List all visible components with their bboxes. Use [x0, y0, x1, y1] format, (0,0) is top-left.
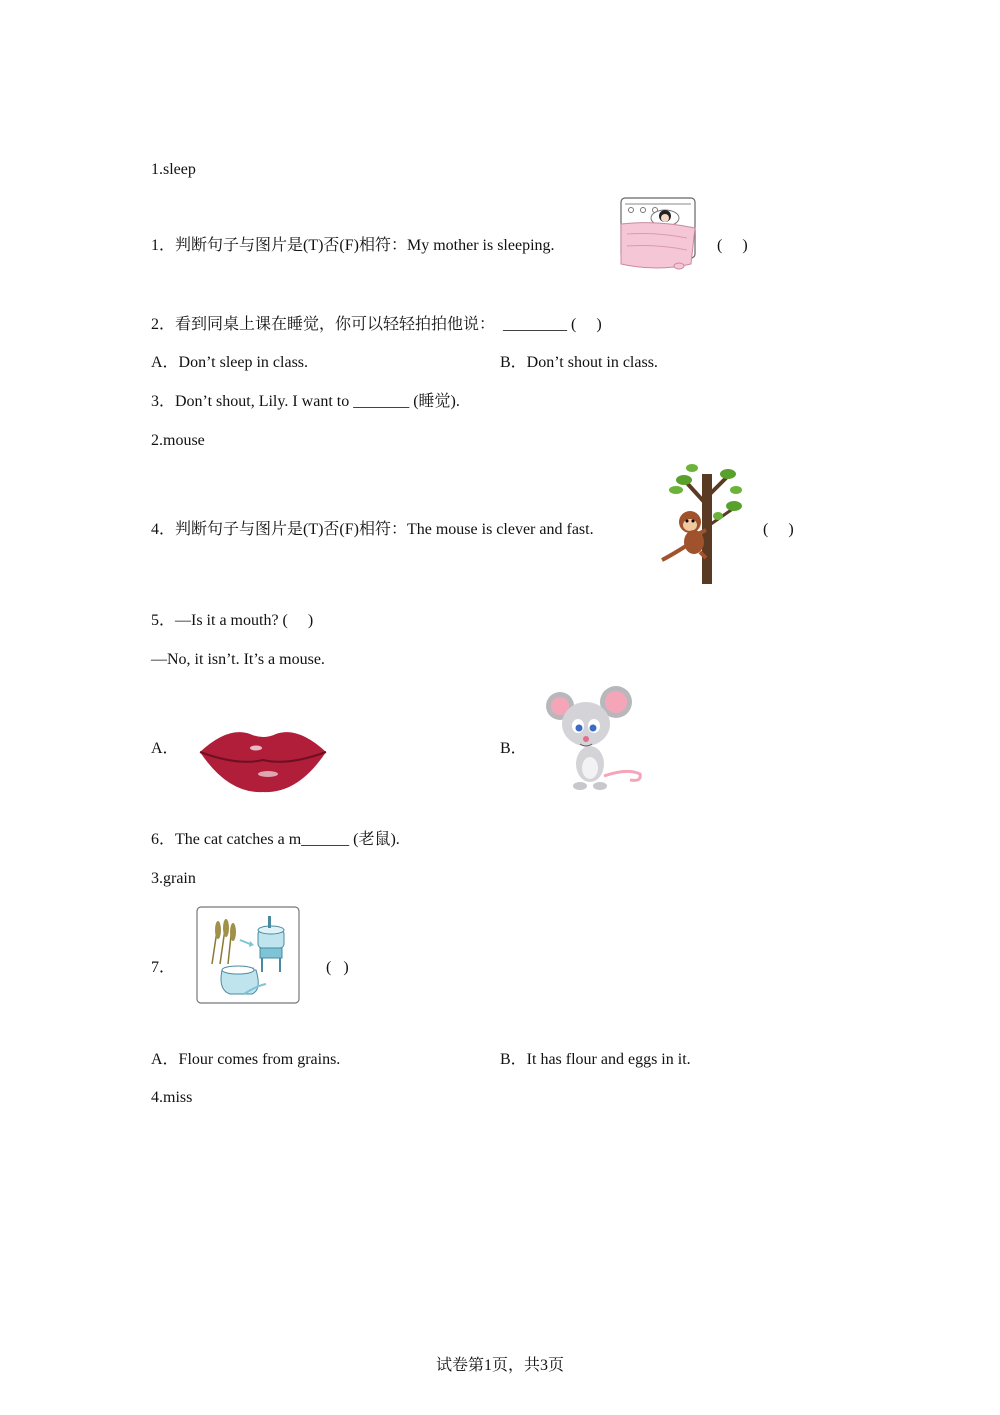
- question-1-text: 1．判断句子与图片是(T)否(F)相符：My mother is sleeping.: [151, 237, 555, 254]
- question-5-answer-line: —No, it isn’t. It’s a mouse.: [151, 651, 325, 668]
- sleeping-woman-image: [617, 194, 699, 272]
- question-7-option-b: B．It has flour and eggs in it.: [500, 1051, 691, 1068]
- question-2-option-a: A．Don’t sleep in class.: [151, 354, 309, 371]
- page-footer: 试卷第1页，共3页: [435, 1357, 564, 1374]
- question-4-text: 4．判断句子与图片是(T)否(F)相符：The mouse is clever and fast.: [151, 521, 594, 538]
- monkey-tree-image: [656, 464, 744, 586]
- section-heading-grain: 3.grain: [151, 870, 196, 887]
- question-6-text: 6．The cat catches a m______ (老鼠).: [151, 831, 400, 848]
- question-4-answer-blank: ( ): [763, 521, 794, 538]
- question-2-text: 2．看到同桌上课在睡觉，你可以轻轻拍拍他说： ________ ( ): [151, 316, 602, 333]
- section-heading-miss: 4.miss: [151, 1089, 193, 1106]
- question-5-text: 5．—Is it a mouth? ( ): [151, 612, 314, 629]
- lips-image: [198, 724, 328, 794]
- cartoon-mouse-image: [544, 684, 644, 796]
- question-1-answer-blank: ( ): [717, 237, 748, 254]
- question-3-text: 3．Don’t shout, Lily. I want to _______ (睡觉).: [151, 393, 460, 410]
- question-7-number: 7．: [151, 959, 176, 976]
- section-heading-sleep: 1.sleep: [151, 161, 196, 178]
- section-heading-mouse: 2.mouse: [151, 432, 205, 449]
- question-7-option-a: A．Flour comes from grains.: [151, 1051, 341, 1068]
- grain-to-flour-image: [196, 906, 300, 1004]
- question-5-option-b-label: B．: [500, 740, 527, 757]
- question-7-answer-blank: ( ): [326, 959, 349, 976]
- question-5-option-a-label: A．: [151, 740, 179, 757]
- question-2-option-b: B．Don’t shout in class.: [500, 354, 658, 371]
